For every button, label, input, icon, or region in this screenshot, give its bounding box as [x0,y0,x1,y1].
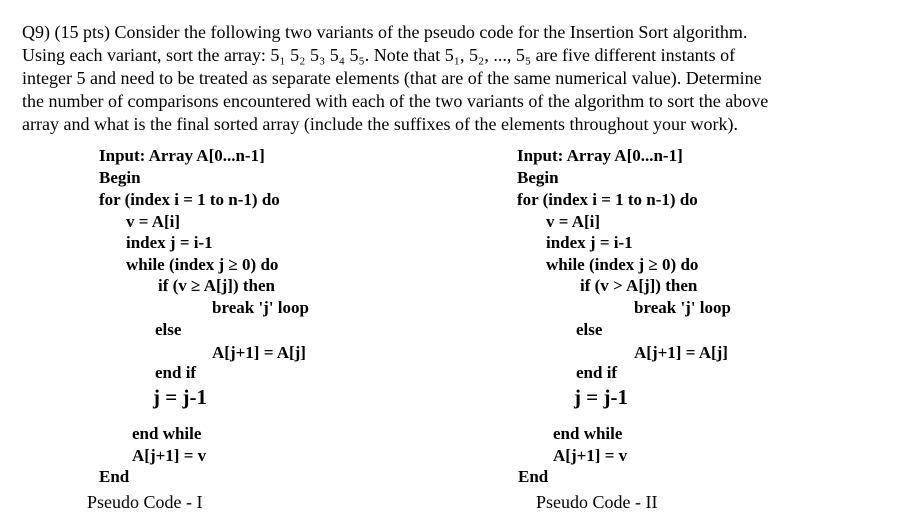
code2-while-line: while (index j ≥ 0) do [546,255,699,274]
code1-assign-j-line: index j = i-1 [126,233,213,252]
question-line-1: Q9) (15 pts) Consider the following two variants of the pseudo code for the Insertion Sort algorithm. [22,22,748,42]
question-line-3: integer 5 and need to be treated as separate elements (that are of the same numerical value). Determine [22,68,762,88]
code2-caption: Pseudo Code - II [536,492,658,512]
code1-while-line: while (index j ≥ 0) do [126,255,279,274]
question-line-5: array and what is the final sorted array (include the suffixes of the elements throughout your work). [22,114,738,134]
code1-if-line: if (v ≥ A[j]) then [158,276,275,295]
code2-assign-j-line: index j = i-1 [546,233,633,252]
code2-input-line: Input: Array A[0...n-1] [517,146,683,165]
code2-endif-line: end if [576,363,618,382]
code1-end-line: End [99,467,130,486]
code2-begin-line: Begin [517,168,559,187]
code1-else-line: else [155,320,182,339]
code2-for-line: for (index i = 1 to n-1) do [517,190,698,209]
code1-shift-line: A[j+1] = A[j] [212,343,306,362]
code2-assign-v-line: v = A[i] [546,212,601,231]
code1-caption: Pseudo Code - I [87,492,203,512]
code1-input-line: Input: Array A[0...n-1] [99,146,265,165]
code2-break-line: break 'j' loop [634,298,731,317]
code1-endwhile-line: end while [132,424,202,443]
code1-for-line: for (index i = 1 to n-1) do [99,190,280,209]
code2-place-line: A[j+1] = v [553,446,628,465]
code1-assign-v-line: v = A[i] [126,212,181,231]
code2-shift-line: A[j+1] = A[j] [634,343,728,362]
code2-if-line: if (v > A[j]) then [580,276,698,295]
code2-else-line: else [576,320,603,339]
code2-end-line: End [518,467,549,486]
question-line-2: Using each variant, sort the array: 5₁ 5₂ 5₃ 5₄ 5₅. Note that 5₁, 5₂, ..., 5₅ are five different instants of [22,45,736,65]
code1-decrement-line: j = j-1 [153,385,207,409]
code1-begin-line: Begin [99,168,141,187]
code2-decrement-line: j = j-1 [574,385,628,409]
code2-endwhile-line: end while [553,424,623,443]
code1-endif-line: end if [155,363,197,382]
code1-break-line: break 'j' loop [212,298,309,317]
code1-place-line: A[j+1] = v [132,446,207,465]
question-line-4: the number of comparisons encountered with each of the two variants of the algorithm to sort the above [22,91,769,111]
